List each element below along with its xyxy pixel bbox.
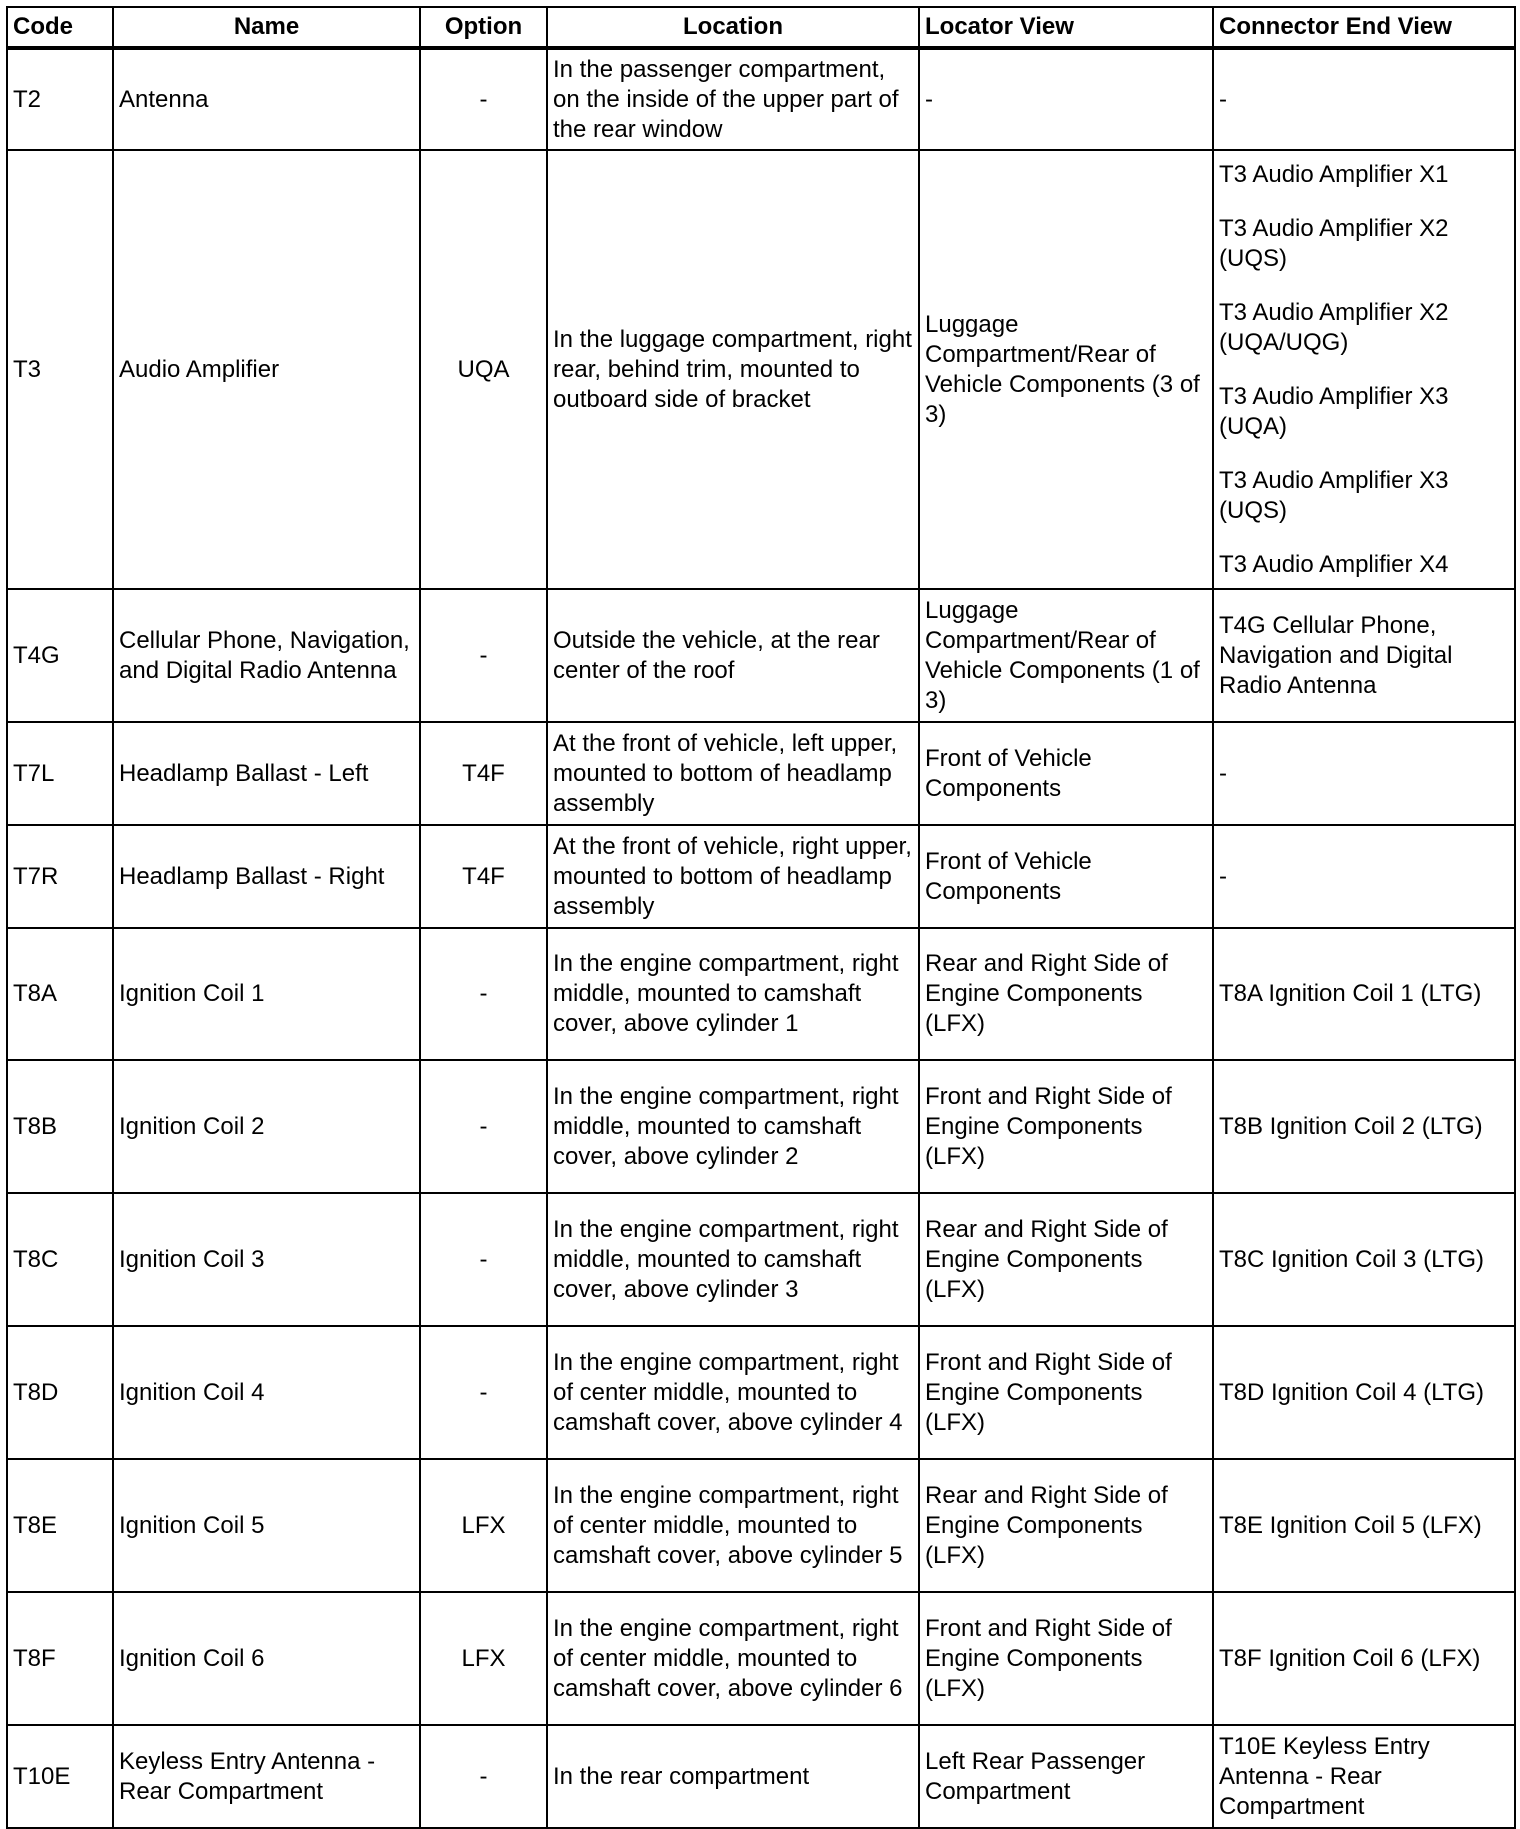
component-locator-table (6, 6, 1516, 1829)
header-name: Name (113, 7, 420, 48)
connector-entry: T4G Cellular Phone, Navigation and Digital Radio Antenna (1219, 611, 1453, 699)
cell-locator-view: Front of Vehicle Components (919, 722, 1213, 825)
cell-location: In the rear compartment (547, 1725, 919, 1828)
cell-code: T8D (7, 1326, 113, 1459)
cell-name: Ignition Coil 6 (113, 1592, 420, 1725)
cell-name: Headlamp Ballast - Left (113, 722, 420, 825)
cell-option: - (420, 928, 547, 1060)
connector-entry: T8A Ignition Coil 1 (LTG) (1219, 980, 1482, 1007)
cell-option: T4F (420, 722, 547, 825)
connector-spacer (1219, 526, 1509, 550)
connector-entry: T3 Audio Amplifier X3 (UQS) (1219, 466, 1449, 524)
cell-name: Antenna (113, 48, 420, 150)
table-row (7, 589, 1515, 722)
cell-locator-view: Rear and Right Side of Engine Components (LFX) (919, 928, 1213, 1060)
cell-connector-end-view (1213, 589, 1515, 722)
cell-connector-end-view (1213, 1725, 1515, 1828)
cell-location: In the luggage compartment, right rear, behind trim, mounted to outboard side of bracket (547, 150, 919, 589)
cell-name: Audio Amplifier (113, 150, 420, 589)
cell-option: T4F (420, 825, 547, 928)
cell-code: T7L (7, 722, 113, 825)
cell-code: T4G (7, 589, 113, 722)
cell-name: Ignition Coil 2 (113, 1060, 420, 1193)
cell-location: Outside the vehicle, at the rear center of the roof (547, 589, 919, 722)
connector-entry: T3 Audio Amplifier X4 (1219, 550, 1449, 578)
connector-spacer (1219, 442, 1509, 466)
cell-option: - (420, 48, 547, 150)
cell-location: In the passenger compartment, on the inside of the upper part of the rear window (547, 48, 919, 150)
cell-locator-view: Front and Right Side of Engine Components (LFX) (919, 1060, 1213, 1193)
cell-location: In the engine compartment, right middle, mounted to camshaft cover, above cylinder 2 (547, 1060, 919, 1193)
header-code: Code (7, 7, 113, 48)
cell-name: Keyless Entry Antenna - Rear Compartment (113, 1725, 420, 1828)
connector-entry: - (1219, 759, 1227, 787)
cell-connector-end-view (1213, 1592, 1515, 1725)
header-row (7, 7, 1515, 48)
cell-locator-view: Front and Right Side of Engine Components (LFX) (919, 1326, 1213, 1459)
cell-connector-end-view (1213, 1193, 1515, 1326)
connector-spacer (1219, 358, 1509, 382)
connector-entry: T8F Ignition Coil 6 (LFX) (1219, 1644, 1481, 1672)
table-row (7, 150, 1515, 589)
cell-connector-end-view (1213, 722, 1515, 825)
cell-locator-view: Rear and Right Side of Engine Components (LFX) (919, 1459, 1213, 1592)
cell-option: LFX (420, 1592, 547, 1725)
cell-option: - (420, 1725, 547, 1828)
table-row (7, 825, 1515, 928)
cell-option: - (420, 1060, 547, 1193)
connector-entry: T3 Audio Amplifier X2 (UQA/UQG) (1219, 298, 1449, 356)
table-row (7, 722, 1515, 825)
connector-entry: T3 Audio Amplifier X3 (UQA) (1219, 382, 1449, 440)
cell-name: Ignition Coil 5 (113, 1459, 420, 1592)
connector-spacer (1219, 190, 1509, 214)
cell-option: - (420, 589, 547, 722)
connector-entry: T8E Ignition Coil 5 (LFX) (1219, 1511, 1482, 1539)
table-row (7, 48, 1515, 150)
table-row (7, 1193, 1515, 1326)
header-connector-end-view: Connector End View (1213, 7, 1515, 48)
cell-option: UQA (420, 150, 547, 589)
cell-connector-end-view (1213, 928, 1515, 1060)
cell-connector-end-view (1213, 1459, 1515, 1592)
cell-locator-view: Front and Right Side of Engine Components (LFX) (919, 1592, 1213, 1725)
connector-entry: T8B Ignition Coil 2 (LTG) (1219, 1112, 1483, 1140)
cell-connector-end-view (1213, 48, 1515, 150)
cell-code: T8B (7, 1060, 113, 1193)
connector-entry: T3 Audio Amplifier X1 (1219, 160, 1449, 188)
table-row (7, 1060, 1515, 1193)
cell-name: Ignition Coil 1 (113, 928, 420, 1060)
connector-entry: T10E Keyless Entry Antenna - Rear Compartment (1219, 1732, 1430, 1820)
connector-entry: T8D Ignition Coil 4 (LTG) (1219, 1378, 1484, 1406)
connector-entry: T8C Ignition Coil 3 (LTG) (1219, 1245, 1484, 1273)
cell-locator-view: Luggage Compartment/Rear of Vehicle Components (3 of 3) (919, 150, 1213, 589)
cell-location: In the engine compartment, right middle, mounted to camshaft cover, above cylinder 3 (547, 1193, 919, 1326)
cell-connector-end-view (1213, 825, 1515, 928)
cell-location: In the engine compartment, right middle, mounted to camshaft cover, above cylinder 1 (547, 928, 919, 1060)
connector-entry: T3 Audio Amplifier X2 (UQS) (1219, 214, 1449, 272)
cell-name: Ignition Coil 3 (113, 1193, 420, 1326)
table-row (7, 1592, 1515, 1725)
cell-code: T8F (7, 1592, 113, 1725)
table-row (7, 1326, 1515, 1459)
table-row (7, 928, 1515, 1060)
cell-connector-end-view (1213, 150, 1515, 589)
cell-option: LFX (420, 1459, 547, 1592)
cell-option: - (420, 1326, 547, 1459)
connector-entry: - (1219, 85, 1227, 113)
cell-option: - (420, 1193, 547, 1326)
cell-locator-view: Luggage Compartment/Rear of Vehicle Components (1 of 3) (919, 589, 1213, 722)
cell-connector-end-view (1213, 1060, 1515, 1193)
cell-name: Headlamp Ballast - Right (113, 825, 420, 928)
cell-name: Ignition Coil 4 (113, 1326, 420, 1459)
table-row (7, 1459, 1515, 1592)
cell-locator-view: Left Rear Passenger Compartment (919, 1725, 1213, 1828)
cell-code: T2 (7, 48, 113, 150)
cell-code: T3 (7, 150, 113, 589)
header-option: Option (420, 7, 547, 48)
cell-locator-view: Rear and Right Side of Engine Components (LFX) (919, 1193, 1213, 1326)
cell-location: In the engine compartment, right of center middle, mounted to camshaft cover, above cylinder 6 (547, 1592, 919, 1725)
connector-entry: - (1219, 862, 1227, 890)
cell-code: T8C (7, 1193, 113, 1326)
header-locator-view: Locator View (919, 7, 1213, 48)
connector-spacer (1219, 274, 1509, 298)
cell-location: At the front of vehicle, left upper, mounted to bottom of headlamp assembly (547, 722, 919, 825)
cell-code: T8A (7, 928, 113, 1060)
cell-locator-view: - (919, 48, 1213, 150)
cell-connector-end-view (1213, 1326, 1515, 1459)
table-row (7, 1725, 1515, 1828)
table-body (7, 48, 1515, 1828)
cell-code: T7R (7, 825, 113, 928)
cell-location: In the engine compartment, right of center middle, mounted to camshaft cover, above cylinder 5 (547, 1459, 919, 1592)
cell-locator-view: Front of Vehicle Components (919, 825, 1213, 928)
cell-name: Cellular Phone, Navigation, and Digital Radio Antenna (113, 589, 420, 722)
cell-location: At the front of vehicle, right upper, mounted to bottom of headlamp assembly (547, 825, 919, 928)
cell-code: T10E (7, 1725, 113, 1828)
cell-location: In the engine compartment, right of center middle, mounted to camshaft cover, above cylinder 4 (547, 1326, 919, 1459)
cell-code: T8E (7, 1459, 113, 1592)
header-location: Location (547, 7, 919, 48)
